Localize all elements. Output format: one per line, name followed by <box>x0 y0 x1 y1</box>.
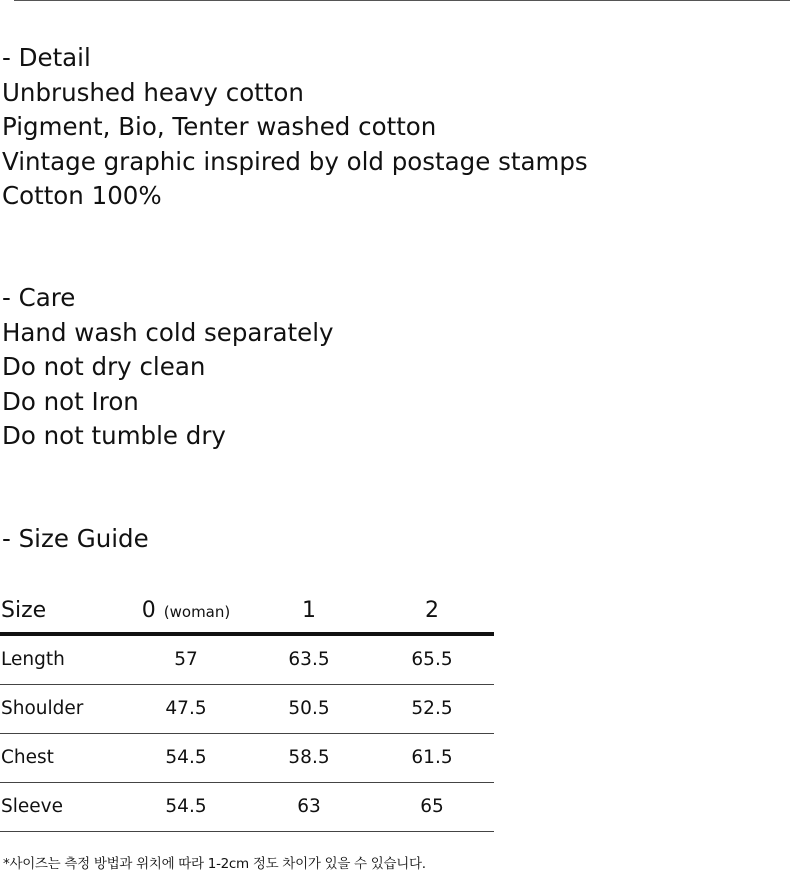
row-label: Sleeve <box>1 796 63 817</box>
row-value-size-2: 65 <box>420 796 444 817</box>
size-header-2: 2 <box>425 598 439 623</box>
table-row <box>0 685 494 734</box>
detail-heading: - Detail <box>2 43 91 72</box>
detail-line: Vintage graphic inspired by old postage stamps <box>2 146 588 176</box>
care-line: Do not Iron <box>2 386 139 416</box>
row-value-size-2: 52.5 <box>411 698 453 719</box>
table-row <box>0 783 494 832</box>
detail-line: Unbrushed heavy cotton <box>2 77 304 107</box>
size-footnote: *사이즈는 측정 방법과 위치에 따라 1-2cm 정도 차이가 있을 수 있습니다. <box>3 856 426 872</box>
care-line: Do not dry clean <box>2 352 206 381</box>
table-row <box>0 734 494 783</box>
row-value-size-2: 61.5 <box>411 747 453 768</box>
row-value-size-2: 65.5 <box>411 649 453 670</box>
care-section <box>2 281 334 454</box>
row-label: Chest <box>1 747 54 768</box>
row-value-size-0: 54.5 <box>165 747 207 768</box>
size-table <box>0 596 494 832</box>
size-header-label: Size <box>1 598 47 623</box>
top-divider <box>14 0 790 1</box>
care-line: Do not tumble dry <box>2 421 226 450</box>
table-row <box>0 636 494 685</box>
row-value-size-1: 58.5 <box>288 747 330 768</box>
detail-line: Cotton 100% <box>2 181 162 210</box>
size-header-1: 1 <box>302 598 316 623</box>
row-label: Shoulder <box>1 698 84 719</box>
size-header-0 <box>142 598 230 623</box>
detail-section <box>2 41 588 214</box>
row-value-size-1: 63.5 <box>288 649 330 670</box>
care-heading: - Care <box>2 283 76 312</box>
size-guide-section <box>2 522 149 557</box>
size-0-note: (woman) <box>163 603 231 621</box>
size-table-header <box>0 596 494 636</box>
row-value-size-1: 63 <box>297 796 321 817</box>
size-0-value: 0 <box>141 598 156 623</box>
size-guide-heading: - Size Guide <box>2 524 149 553</box>
row-value-size-0: 47.5 <box>165 698 207 719</box>
row-value-size-0: 54.5 <box>165 796 207 817</box>
row-value-size-0: 57 <box>174 649 198 670</box>
detail-line: Pigment, Bio, Tenter washed cotton <box>2 112 437 141</box>
row-value-size-1: 50.5 <box>288 698 330 719</box>
care-line: Hand wash cold separately <box>2 317 334 347</box>
row-label: Length <box>1 649 65 670</box>
